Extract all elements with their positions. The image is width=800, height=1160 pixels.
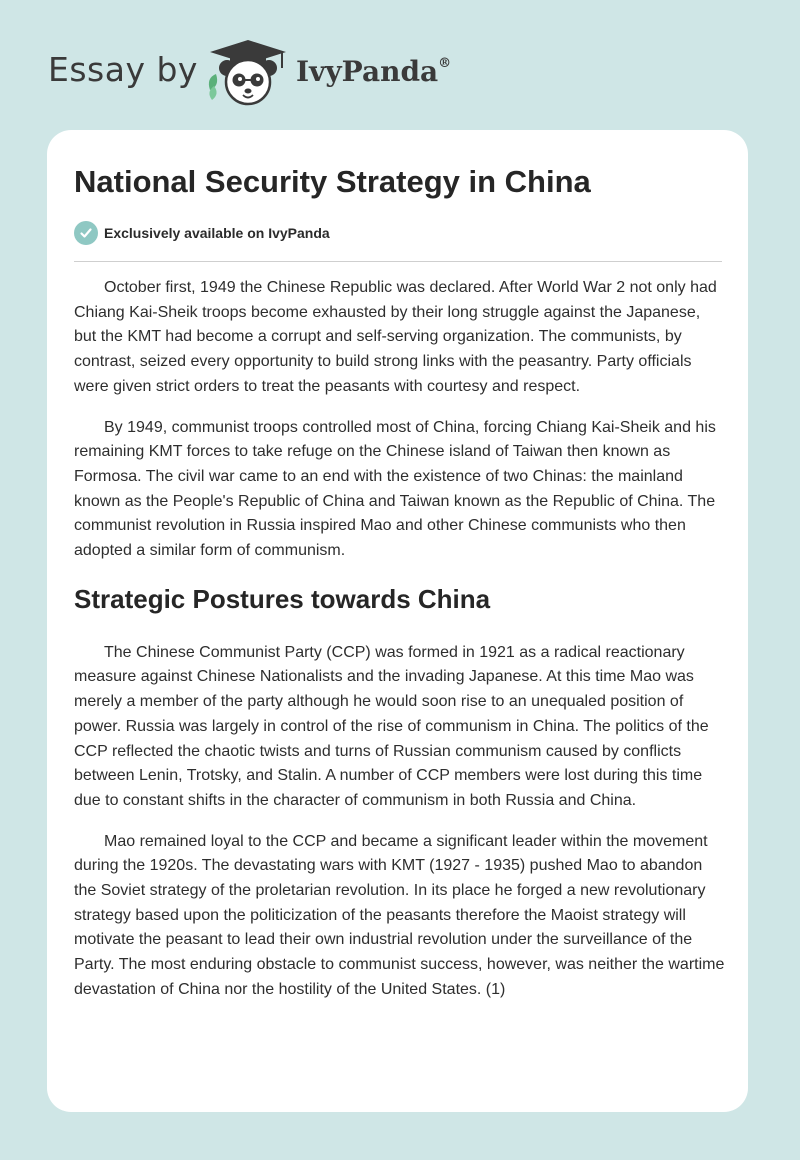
page-title: National Security Strategy in China (74, 164, 591, 199)
article-card (47, 130, 748, 1112)
paragraph: October first, 1949 the Chinese Republic was declared. After World War 2 not only had Chiang Kai-Sheik troops become exhausted by their long struggle against the Japanese, but the KMT had become a corrupt and self-serving organization. The communists, by contrast, seized every opportunity to build strong links with the peasantry. Party officials were given strict orders to treat the peasants with courtesy and respect. (74, 279, 717, 395)
checkmark-icon (74, 221, 98, 245)
paragraph: The Chinese Communist Party (CCP) was formed in 1921 as a radical reactionary measure against Chinese Nationalists and the invading Japanese. At this time Mao was merely a member of the party although he would soon rise to an unequaled position of power. Russia was largely in control of the rise of communism in China. The politics of the CCP reflected the chaotic twists and turns of Russian communism caused by conflicts between Lenin, Trotsky, and Stalin. A number of CCP members were lost during this time due to constant shifts in the character of communism in both Russia and China. (74, 643, 709, 809)
article-body (74, 276, 726, 1019)
section-heading: Strategic Postures towards China (74, 583, 491, 614)
brand-name[interactable] (296, 55, 451, 88)
divider (74, 261, 722, 262)
registered-mark: ® (438, 55, 452, 71)
exclusive-badge (74, 221, 330, 245)
ivypanda-logo-icon[interactable] (200, 38, 292, 106)
essay-by-label: Essay by (48, 50, 198, 89)
site-header (0, 0, 800, 130)
badge-label: Exclusively available on IvyPanda (104, 225, 330, 241)
paragraph: By 1949, communist troops controlled most of China, forcing Chiang Kai-Sheik and his remaining KMT forces to take refuge on the Chinese island of Taiwan then known as Formosa. The civil war came to an end with the existence of two Chinas: the mainland known as the People's Republic of China and Taiwan known as the Republic of China. The communist revolution in Russia inspired Mao and other Chinese communists who then adopted a similar form of communism. (74, 418, 716, 560)
paragraph: Mao remained loyal to the CCP and became a significant leader within the movement during the 1920s. The devastating wars with KMT (1927 - 1935) pushed Mao to abandon the Soviet strategy of the proletarian revolution. In its place he forged a new revolutionary strategy based upon the politicization of the peasants therefore the Maoist strategy will motivate the peasant to lead their own industrial revolution under the surveillance of the Party. The most enduring obstacle to communist success, however, was neither the wartime devastation of China nor the hostility of the United States. (1) (74, 832, 725, 998)
brand-text: IvyPanda (296, 55, 439, 88)
